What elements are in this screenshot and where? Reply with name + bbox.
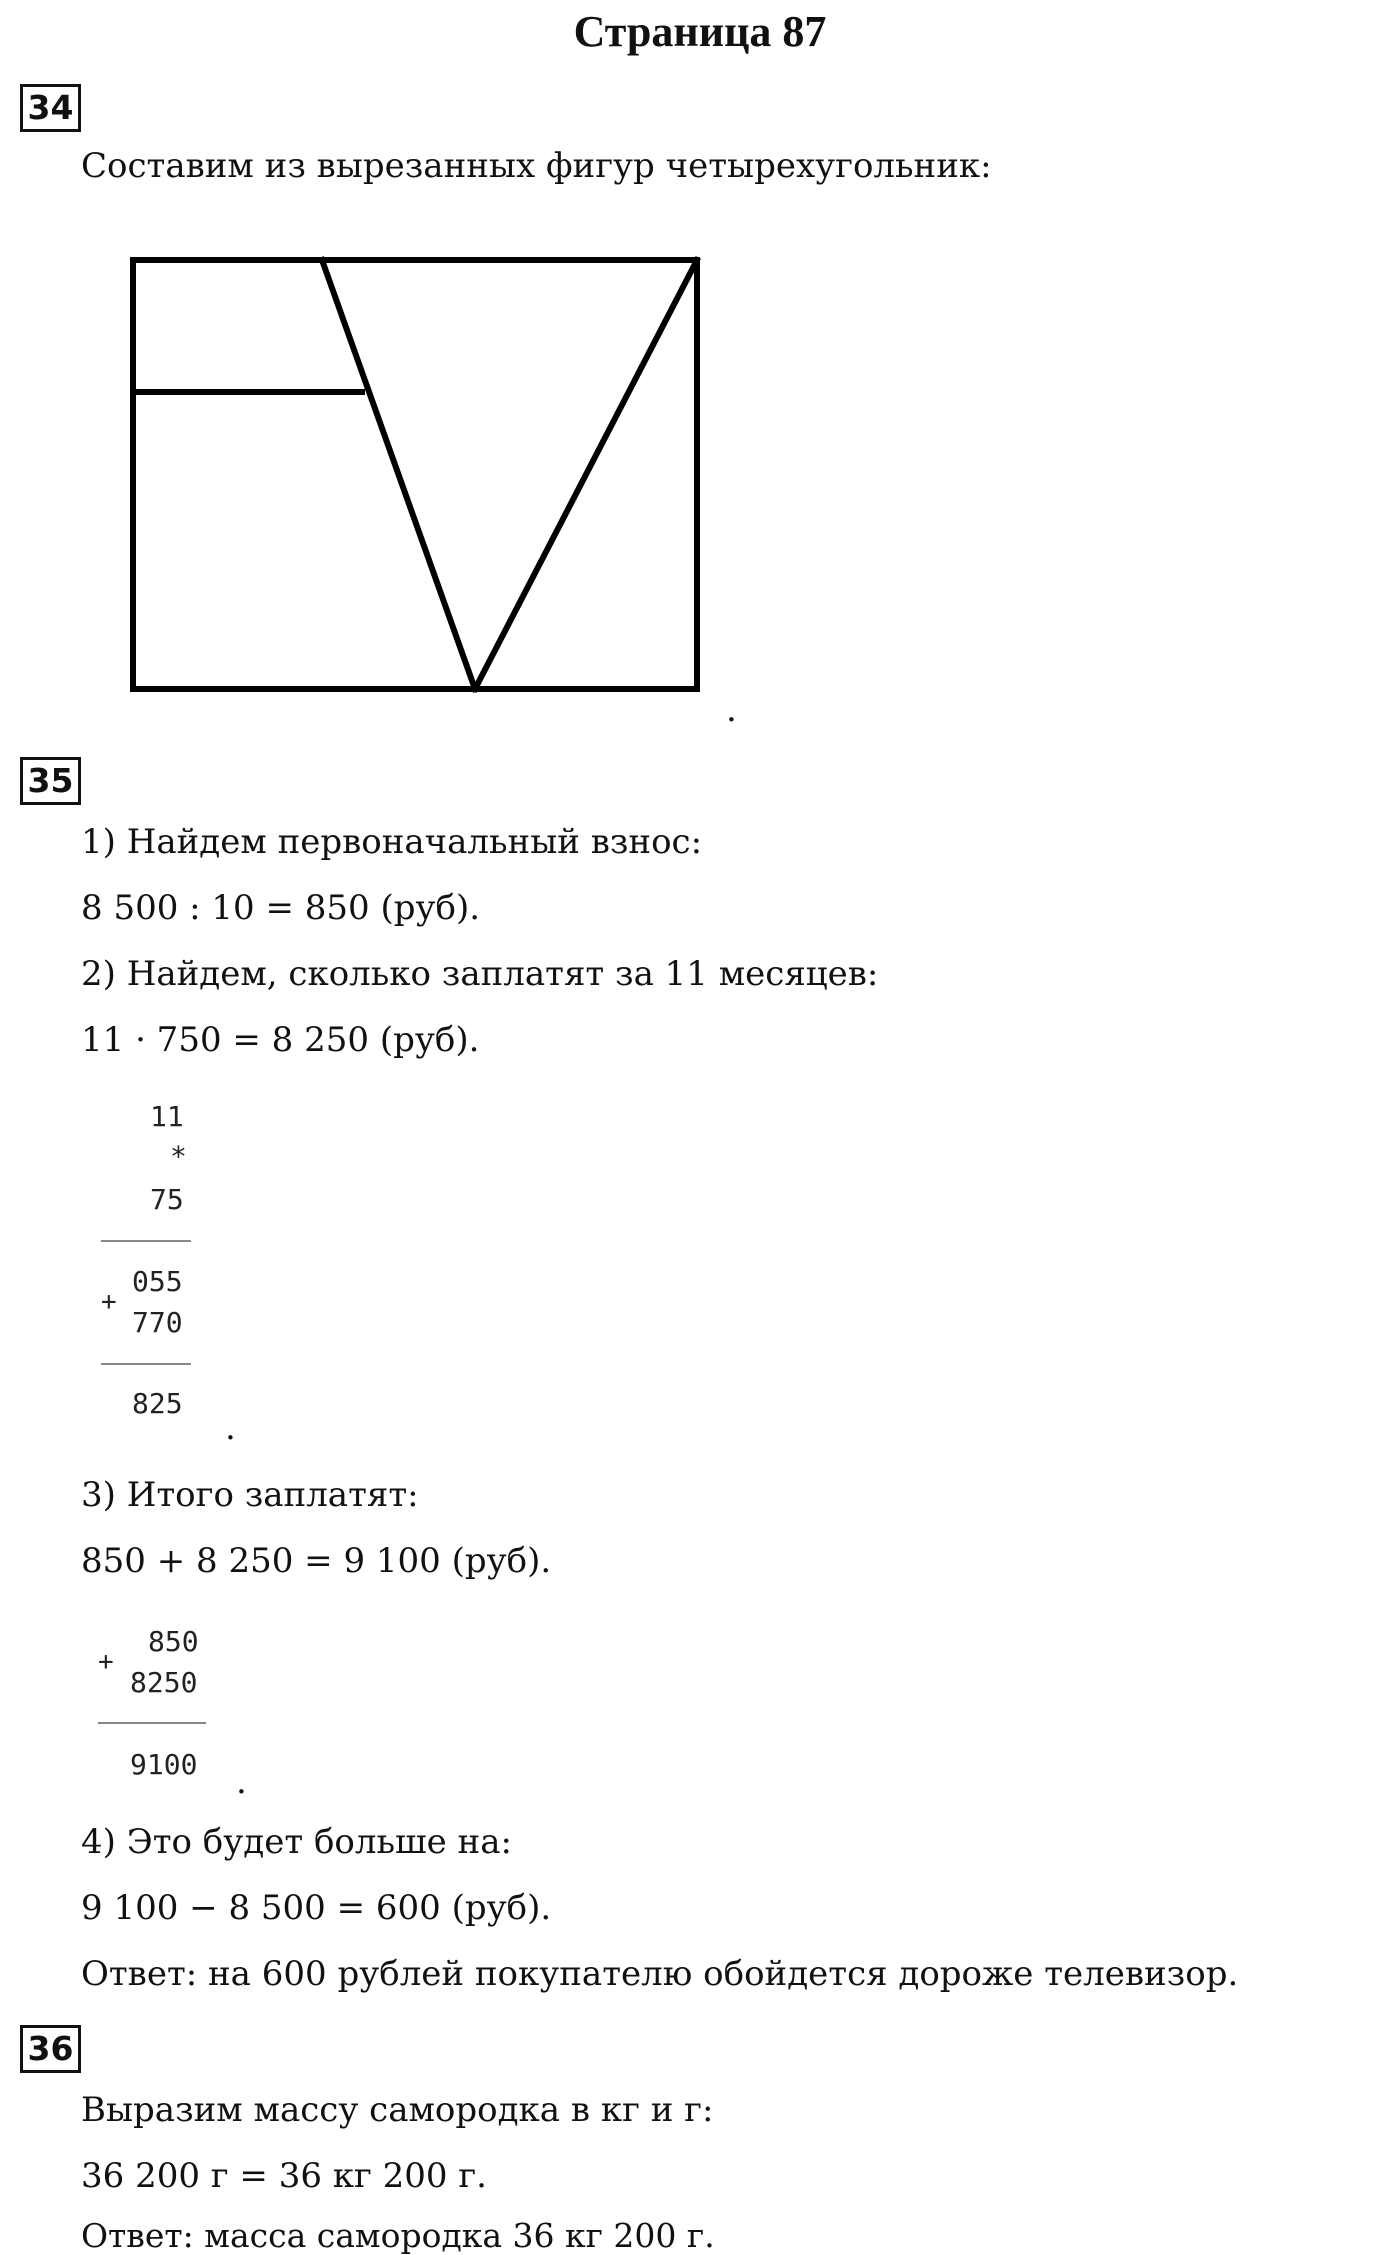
quadrilateral-figure [0, 0, 1400, 760]
mult-rule-2 [101, 1363, 191, 1365]
add-plus: + [98, 1647, 114, 1677]
task36-line-1: Выразим массу самородка в кг и г: [81, 2090, 714, 2130]
add-term-a: 850 [148, 1625, 199, 1658]
mult-operator: * [170, 1140, 187, 1173]
add-end-dot: . [236, 1762, 247, 1802]
figure-left-diagonal [322, 260, 475, 689]
add-result: 9100 [130, 1748, 198, 1781]
mult-partial-2: 770 [132, 1306, 183, 1339]
task-number-35: 35 [20, 757, 81, 805]
figure-right-diagonal [475, 260, 697, 689]
task-number-36: 36 [20, 2025, 81, 2073]
task35-line-8: 9 100 − 8 500 = 600 (руб). [81, 1888, 552, 1928]
add-rule [98, 1722, 206, 1724]
task35-line-6: 850 + 8 250 = 9 100 (руб). [81, 1541, 552, 1581]
figure-outer-rect [133, 260, 697, 689]
task35-line-3: 2) Найдем, сколько заплатят за 11 месяцев: [81, 954, 879, 994]
mult-factor-b: 75 [150, 1183, 184, 1216]
task35-line-7: 4) Это будет больше на: [81, 1822, 512, 1862]
mult-plus: + [101, 1287, 117, 1317]
task35-line-1: 1) Найдем первоначальный взнос: [81, 822, 703, 862]
add-term-b: 8250 [130, 1666, 198, 1699]
task35-line-5: 3) Итого заплатят: [81, 1475, 419, 1515]
page-title: Страница 87 [573, 7, 827, 56]
mult-end-dot: . [225, 1408, 236, 1448]
mult-factor-a: 11 [150, 1100, 184, 1133]
mult-result: 825 [132, 1387, 183, 1420]
task-number-34: 34 [20, 84, 81, 132]
task35-line-2: 8 500 : 10 = 850 (руб). [81, 888, 481, 928]
task34-text: Составим из вырезанных фигур четырехугольник: [81, 146, 992, 186]
task35-answer: Ответ: на 600 рублей покупателю обойдется дороже телевизор. [81, 1954, 1239, 1994]
task35-line-4: 11 · 750 = 8 250 (руб). [81, 1020, 480, 1060]
mult-partial-1: 055 [132, 1265, 183, 1298]
task36-line-2: 36 200 г = 36 кг 200 г. [81, 2156, 487, 2196]
mult-rule-1 [101, 1240, 191, 1242]
figure-end-dot: . [726, 690, 737, 730]
task36-answer: Ответ: масса самородка 36 кг 200 г. [81, 2216, 715, 2255]
